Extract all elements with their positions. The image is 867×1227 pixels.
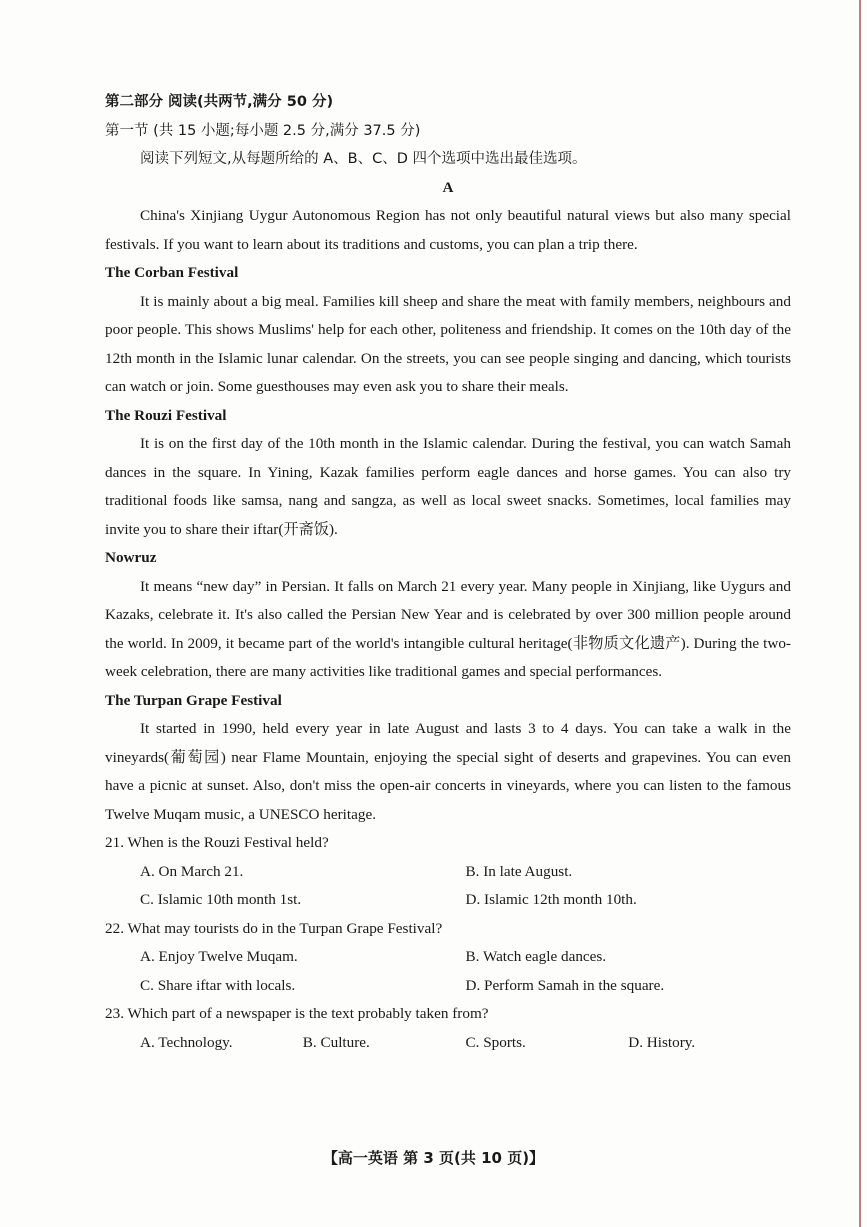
passage-label: A: [442, 178, 454, 196]
question-options: [105, 1029, 791, 1058]
question-stem: 21. When is the Rouzi Festival held?: [105, 834, 329, 851]
page-edge-line: [859, 0, 861, 1227]
page-footer: 【高一英语 第 3 页(共 10 页)】: [322, 1149, 545, 1167]
option-b: B. Culture.: [302, 1033, 370, 1051]
festival-heading: The Rouzi Festival: [105, 406, 227, 424]
question-options: [105, 858, 791, 887]
festival-text: It is on the first day of the 10th month in the Islamic calendar. During the festival, you can watch Samah dances in the square. In Yining, Kazak families perform eagle dances and horse games. You can also try traditional foods like samsa, nang and sangza, as well as local sweet snacks. Sometimes, local families may invite you to share their iftar(开斋饭).: [105, 435, 791, 538]
section-subtitle: 第一节 (共 15 小题;每小题 2.5 分,满分 37.5 分): [105, 122, 421, 139]
option-d: D. History.: [628, 1033, 696, 1051]
question-options: [105, 972, 791, 1001]
option-a: A. Enjoy Twelve Muqam.: [140, 948, 298, 965]
question-stem: 22. What may tourists do in the Turpan Grape Festival?: [105, 919, 443, 937]
festival-heading: The Turpan Grape Festival: [105, 691, 282, 709]
festival-heading: Nowruz: [105, 549, 157, 566]
question-options: [105, 943, 791, 972]
festival-text: It is mainly about a big meal. Families kill sheep and share the meat with family members, neighbours and poor people. This shows Muslims' help for each other, politeness and friendship. It comes on the 10th day of the 12th month in the Islamic lunar calendar. On the streets, you can see people singing and dancing, which tourists can watch or join. Some guesthouses may even ask you to share their meals.: [105, 292, 791, 395]
option-c: C. Share iftar with locals.: [140, 976, 296, 994]
instruction: 阅读下列短文,从每题所给的 A、B、C、D 四个选项中选出最佳选项。: [140, 151, 587, 167]
question-stem: 23. Which part of a newspaper is the text probably taken from?: [105, 1005, 489, 1022]
option-c: C. Islamic 10th month 1st.: [140, 891, 302, 908]
festival-heading: The Corban Festival: [105, 264, 239, 281]
part-title: 第二部分 阅读(共两节,满分 50 分): [105, 94, 334, 110]
page-content: [105, 88, 791, 1057]
option-d: D. Perform Samah in the square.: [465, 976, 665, 994]
option-d: D. Islamic 12th month 10th.: [465, 891, 637, 908]
option-a: A. Technology.: [140, 1033, 233, 1051]
option-b: B. Watch eagle dances.: [465, 948, 607, 965]
festival-text: It means “new day” in Persian. It falls on March 21 every year. Many people in Xinjiang, like Uygurs and Kazaks, celebrate it. It's also called the Persian New Year and is celebrated by over 300 million people around the world. In 2009, it became part of the world's intangible cultural heritage(非物质文化遗产). During the two-week celebration, there are many activities like traditional games and special performances.: [105, 577, 791, 680]
passage-intro: China's Xinjiang Uygur Autonomous Region has not only beautiful natural views but also many special festivals. If you want to learn about its traditions and customs, you can plan a trip there.: [105, 207, 791, 253]
question-options: [105, 886, 791, 915]
festival-text: It started in 1990, held every year in late August and lasts 3 to 4 days. You can take a walk in the vineyards(葡萄园) near Flame Mountain, enjoying the special sight of deserts and grapevines. You can even have a picnic at sunset. Also, don't miss the open-air concerts in vineyards, where you can listen to the famous Twelve Muqam music, a UNESCO heritage.: [105, 720, 791, 823]
option-a: A. On March 21.: [140, 862, 244, 880]
option-b: B. In late August.: [465, 862, 573, 880]
option-c: C. Sports.: [465, 1033, 526, 1051]
